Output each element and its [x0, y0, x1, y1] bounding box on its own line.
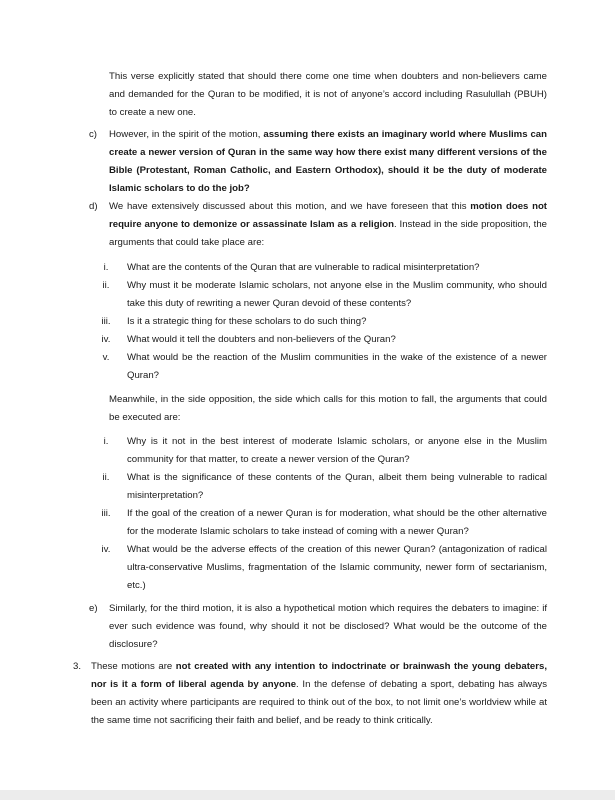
- item-d-paragraph: [109, 198, 547, 252]
- intro-paragraph: This verse explicitly stated that should there come one time when doubters and non-believers came and demanded for the Quran to be modified, it is not of anyone’s accord including Rasulullah (PBUH) to create a new one.: [109, 71, 547, 118]
- item-c-marker: c): [89, 129, 97, 140]
- item-e-paragraph: Similarly, for the third motion, it is also a hypothetical motion which requires the debaters to imagine: if ever such evidence was found, why should it not be disclosed? What would be the outcome of the disclosure?: [109, 603, 547, 650]
- item-e-marker: e): [89, 603, 98, 614]
- prop-item-1-number: i.: [103, 262, 109, 273]
- opp-item-3: If the goal of the creation of a newer Quran is for moderation, what should be the other alternative for the moderate Islamic scholars to take instead of coming with a newer Quran?: [127, 508, 547, 537]
- item-d-text-1: We have extensively discussed about this motion, and we have foreseen that this: [109, 201, 471, 212]
- item-3-bold-text: not created with any intention to indoctrinate or brainwash the young debaters, nor is it a form of liberal agenda by anyone: [91, 661, 547, 690]
- prop-item-3-number: iii.: [101, 316, 111, 327]
- item-c-bold-text: assuming there exists an imaginary world where Muslims can create a newer version of Quran in the same way how there exist many different versions of the Bible (Protestant, Roman Catholic, and Eastern Orthodox), should it be the duty of moderate Islamic scholars to do the job?: [109, 129, 547, 194]
- item-d-text-2: . Instead in the side proposition, the arguments that could take place are:: [109, 219, 547, 248]
- prop-item-4: What would it tell the doubters and non-believers of the Quran?: [127, 334, 396, 345]
- opp-item-1-number: i.: [103, 436, 109, 447]
- opp-item-1: Why is it not in the best interest of moderate Islamic scholars, or anyone else in the Muslim community for that matter, to create a newer version of the Quran?: [127, 436, 547, 465]
- opp-item-4-number: iv.: [101, 544, 111, 555]
- item-3-marker: 3.: [73, 661, 82, 672]
- item-3-text-2: . In the defense of debating a sport, debating has always been an activity where participants are required to think out of the box, to not limit one’s worldview while at the same time not sacrificing their faith and belief, and be ready to think critically.: [91, 679, 547, 726]
- prop-item-4-number: iv.: [101, 334, 111, 345]
- prop-item-3: Is it a strategic thing for these scholars to do such thing?: [127, 316, 367, 327]
- opp-item-2-number: ii.: [102, 472, 110, 483]
- side-opposition-intro: Meanwhile, in the side opposition, the side which calls for this motion to fall, the arguments that could be executed are:: [109, 394, 547, 423]
- item-c-paragraph: [109, 126, 547, 198]
- item-d-bold-text: motion does not require anyone to demonize or assassinate Islam as a religion: [109, 201, 548, 230]
- opp-item-3-number: iii.: [101, 508, 111, 519]
- page-bottom-edge: [0, 790, 615, 800]
- prop-item-1: What are the contents of the Quran that are vulnerable to radical misinterpretation?: [127, 262, 480, 273]
- prop-item-2-number: ii.: [102, 280, 110, 291]
- item-3-paragraph: [91, 658, 547, 730]
- item-d-marker: d): [89, 201, 98, 212]
- prop-item-5-number: v.: [102, 352, 110, 363]
- item-c-text: However, in the spirit of the motion,: [109, 129, 264, 140]
- item-3-text-1: These motions are: [91, 661, 176, 672]
- prop-item-2: Why must it be moderate Islamic scholars, not anyone else in the Muslim community, who should take this duty of rewriting a newer Quran devoid of these contents?: [127, 280, 547, 309]
- opp-item-2: What is the significance of these contents of the Quran, albeit them being vulnerable to radical misinterpretation?: [127, 472, 547, 501]
- prop-item-5: What would be the reaction of the Muslim communities in the wake of the existence of a newer Quran?: [127, 352, 547, 381]
- opp-item-4: What would be the adverse effects of the creation of this newer Quran? (antagonization of radical ultra-conservative Muslims, fragmentation of the Islamic community, newer form of sectarianism, etc.): [127, 544, 547, 591]
